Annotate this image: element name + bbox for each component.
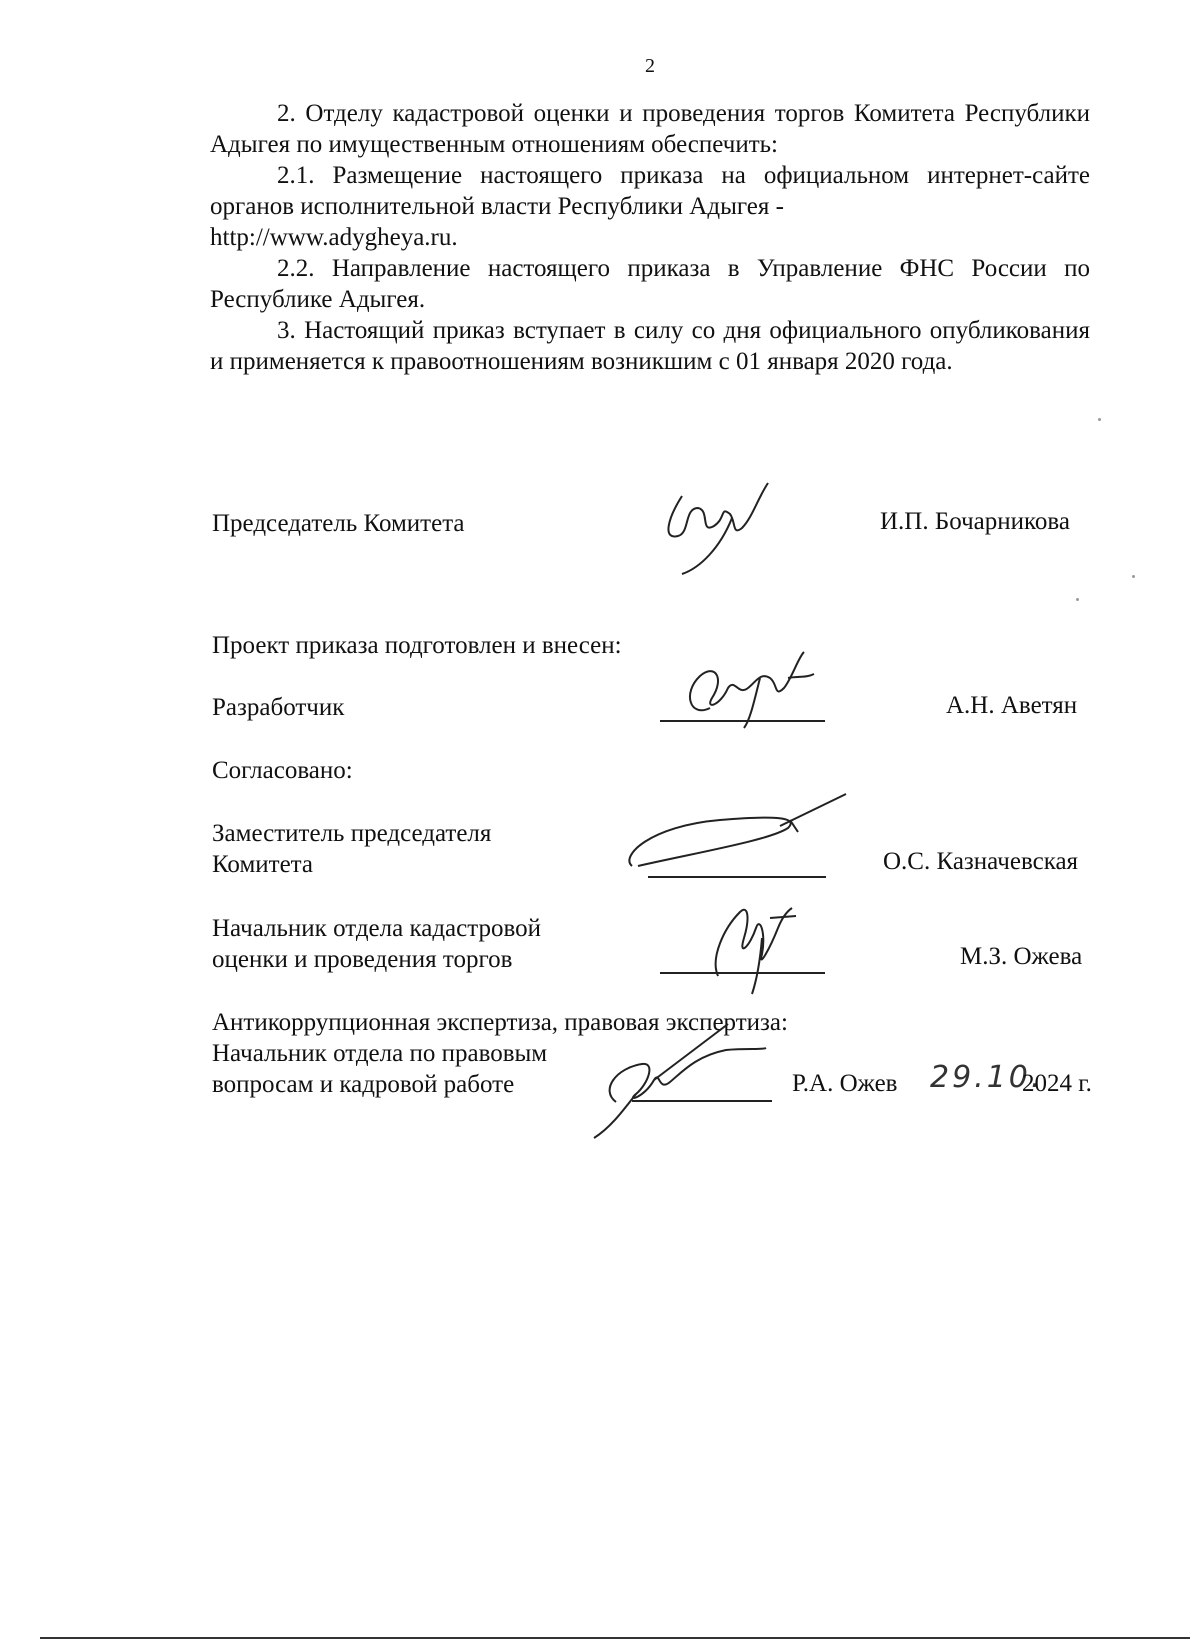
head-cadastral-name: М.З. Ожева — [960, 943, 1083, 970]
paragraph-2-2: 2.2. Направление настоящего приказа в Управление ФНС России по Республике Адыгея. — [210, 255, 1090, 313]
scan-artifact — [1098, 418, 1101, 421]
developer-title: Разработчик — [212, 694, 345, 721]
deputy-title — [212, 818, 491, 880]
head-cadastral-title — [212, 913, 541, 975]
prepared-by-heading: Проект приказа подготовлен и внесен: — [212, 632, 622, 659]
printed-year: 2024 г. — [1022, 1070, 1092, 1097]
page-number: 2 — [645, 55, 655, 77]
head-cadastral-title-line2: оценки и проведения торгов — [212, 946, 513, 973]
developer-name: А.Н. Аветян — [946, 692, 1078, 719]
document-body — [210, 98, 1090, 377]
head-cadastral-title-line1: Начальник отдела кадастровой — [212, 915, 541, 942]
legal-head-title-line1: Начальник отдела по правовым — [212, 1040, 548, 1067]
deputy-title-line2: Комитета — [212, 851, 314, 878]
handwritten-date: 29.10. — [930, 1060, 1044, 1095]
page-bottom-edge — [40, 1637, 1190, 1639]
head-cadastral-signature — [700, 898, 810, 998]
paragraph-2: 2. Отделу кадастровой оценки и проведения торгов Комитета Республики Адыгея по имущественным отношениям обеспечить: — [210, 100, 1090, 158]
scan-artifact — [1132, 575, 1135, 578]
legal-head-name: Р.А. Ожев — [792, 1070, 898, 1097]
legal-head-title-line2: вопросам и кадровой работе — [212, 1071, 515, 1098]
developer-signature — [680, 648, 820, 728]
paragraph-2-1: 2.1. Размещение настоящего приказа на официальном интернет-сайте органов исполнительной власти Республики Адыгея - — [210, 162, 1090, 220]
scan-artifact — [1076, 598, 1079, 601]
website-link: http://www.adygheya.ru. — [210, 224, 458, 251]
chairman-name: И.П. Бочарникова — [880, 508, 1070, 535]
paragraph-3: 3. Настоящий приказ вступает в силу со дня официального опубликования и применяется к правоотношениям возникшим с 01 января 2020 года. — [210, 317, 1090, 375]
deputy-signature — [620, 792, 860, 882]
legal-head-title — [212, 1038, 547, 1100]
agreed-heading: Согласовано: — [212, 757, 353, 784]
expertise-heading: Антикоррупционная экспертиза, правовая экспертиза: — [212, 1009, 788, 1036]
legal-head-signature — [586, 1020, 776, 1140]
chairman-title: Председатель Комитета — [212, 510, 465, 537]
chairman-signature — [660, 478, 780, 578]
deputy-name: О.С. Казначевская — [883, 848, 1079, 875]
deputy-title-line1: Заместитель председателя — [212, 820, 492, 847]
